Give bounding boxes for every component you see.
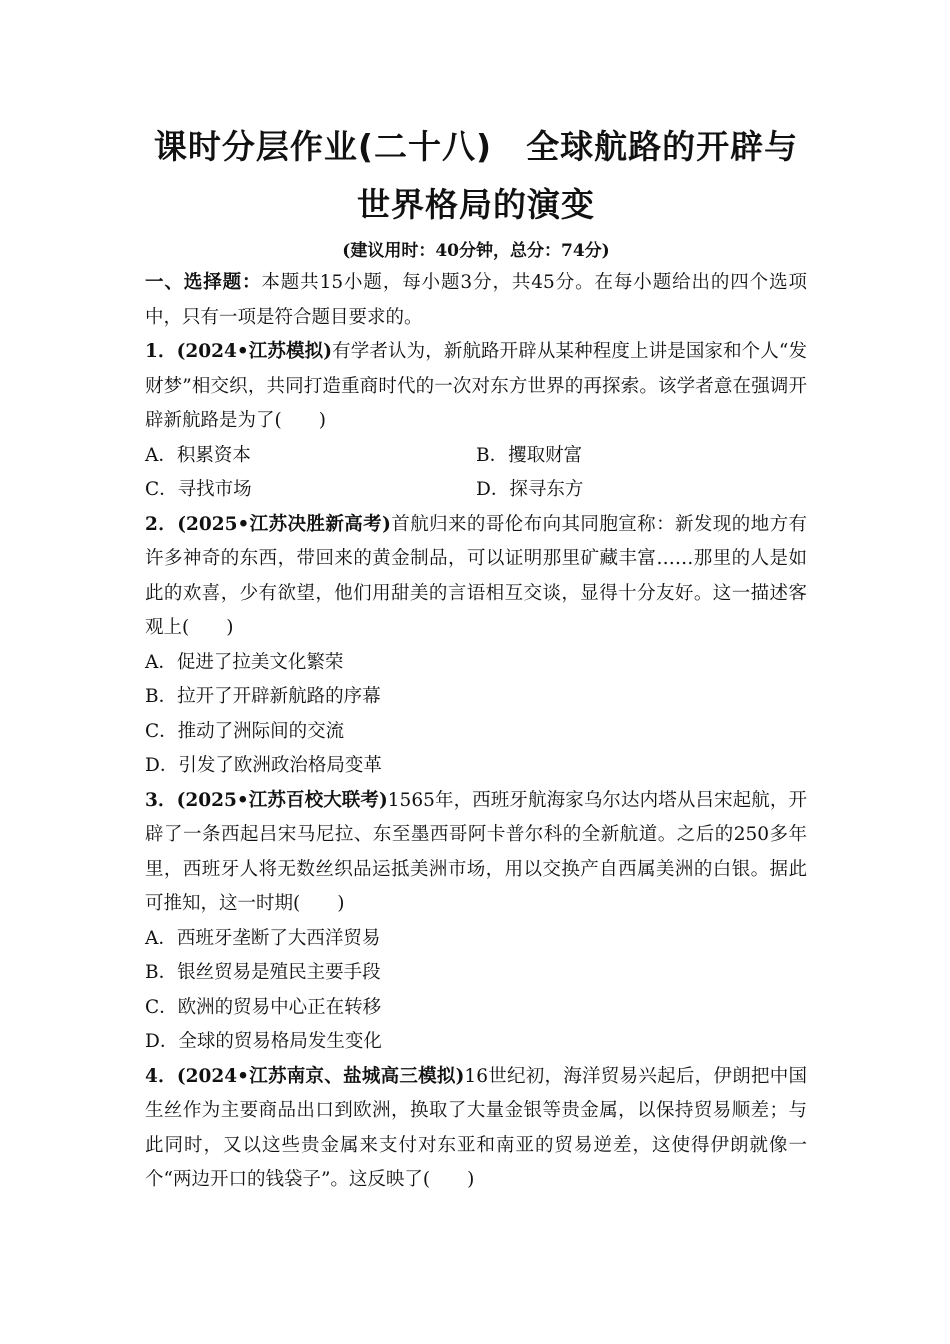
section-heading: 一、选择题：	[145, 272, 262, 293]
option-b[interactable]: B．银丝贸易是殖民主要手段	[145, 962, 381, 983]
option-c[interactable]: C．寻找市场	[145, 479, 252, 500]
option-b[interactable]: B．攫取财富	[476, 444, 583, 466]
option-a[interactable]: A．西班牙垄断了大西洋贸易	[145, 927, 381, 949]
option-d[interactable]: D．引发了欧洲政治格局变革	[145, 755, 382, 776]
document-page	[145, 118, 807, 1198]
title-line1-part2: 全球航路的开辟与	[526, 127, 799, 166]
option-d[interactable]: D．探寻东方	[476, 479, 584, 500]
section-instruction	[145, 266, 807, 335]
title-line2: 世界格局的演变	[357, 185, 595, 224]
question-stem	[145, 335, 807, 439]
option-row	[145, 439, 807, 474]
question-stem	[145, 1060, 807, 1198]
question-source: (2024•江苏模拟)	[176, 341, 333, 362]
option-d[interactable]: D．全球的贸易格局发生变化	[145, 1031, 382, 1052]
option-a[interactable]: A．促进了拉美文化繁荣	[145, 651, 344, 673]
question-source: (2025•江苏决胜新高考)	[177, 513, 391, 535]
question-number: 1．	[145, 341, 177, 362]
question-text: 有学者认为，新航路开辟从某种程度上讲是国家和个人“发财梦”相交织，共同打造重商时代的一次对东方世界的再探索。该学者意在强调开辟新航路是为了( )	[145, 341, 807, 431]
question-text: 16世纪初，海洋贸易兴起后，伊朗把中国生丝作为主要商品出口到欧洲，换取了大量金银等贵金属，以保持贸易顺差；与此同时，又以这些贵金属来支付对东亚和南亚的贸易逆差，这使得伊朗就像一个“两边开口的钱袋子”。这反映了( )	[145, 1065, 807, 1190]
option-row	[145, 473, 807, 508]
question-stem	[145, 508, 807, 646]
option-a[interactable]: A．积累资本	[145, 444, 251, 466]
question-source: (2025•江苏百校大联考)	[176, 789, 388, 811]
question-4	[145, 1060, 807, 1198]
option-c[interactable]: C．推动了洲际间的交流	[145, 720, 345, 742]
question-1	[145, 335, 807, 508]
question-stem	[145, 784, 807, 922]
question-text: 首航归来的哥伦布向其同胞宣称：新发现的地方有许多神奇的东西，带回来的黄金制品，可以证明那里矿藏丰富……那里的人是如此的欢喜，少有欲望，他们用甜美的言语相互交谈，显得十分友好。这一描述客观上( )	[145, 513, 807, 638]
time-and-score-note: (建议用时：40分钟，总分：74分)	[342, 241, 610, 261]
question-source: (2024•江苏南京、盐城高三模拟)	[176, 1065, 465, 1087]
title-line1-part1: 课时分层作业(二十八)	[153, 127, 493, 166]
option-b[interactable]: B．拉开了开辟新航路的序幕	[145, 686, 381, 707]
question-2	[145, 508, 807, 784]
question-number: 3．	[145, 789, 177, 811]
option-c[interactable]: C．欧洲的贸易中心正在转移	[145, 996, 382, 1018]
question-number: 2．	[145, 513, 178, 535]
page-title	[145, 118, 807, 234]
question-number: 4．	[145, 1065, 177, 1087]
question-text: 1565年，西班牙航海家乌尔达内塔从吕宋起航，开辟了一条西起吕宋马尼拉、东至墨西哥阿卡普尔科的全新航道。之后的250多年里，西班牙人将无数丝织品运抵美洲市场，用以交换产自西属美洲的白银。据此可推知，这一时期( )	[145, 789, 807, 914]
question-3	[145, 784, 807, 1060]
section-instruction-text: 本题共15小题，每小题3分，共45分。在每小题给出的四个选项中，只有一项是符合题目要求的。	[145, 272, 807, 328]
